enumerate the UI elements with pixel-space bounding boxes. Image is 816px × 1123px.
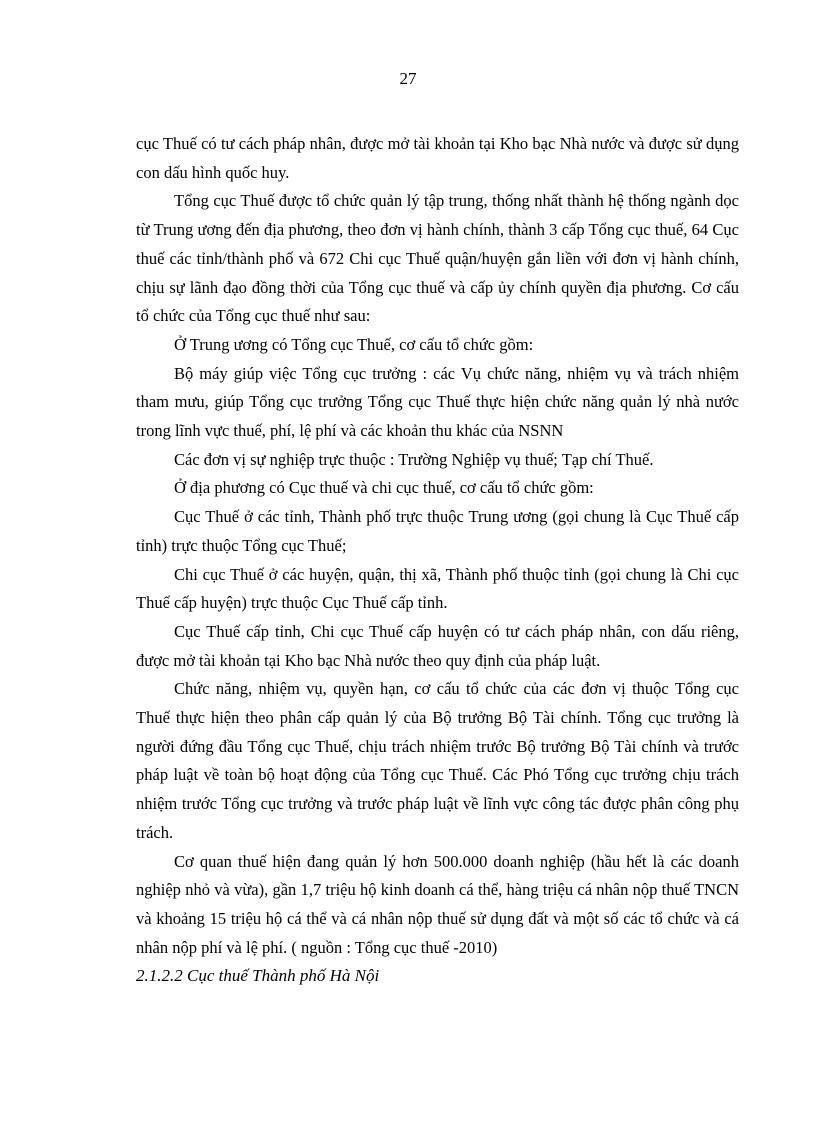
document-body	[136, 130, 739, 991]
paragraph-provincial-tax: Cục Thuế ở các tỉnh, Thành phố trực thuộc Trung ương (gọi chung là Cục Thuế cấp tỉnh) trực thuộc Tổng cục Thuế;	[136, 507, 739, 555]
paragraph-support-apparatus: Bộ máy giúp việc Tổng cục trưởng : các Vụ chức năng, nhiệm vụ và trách nhiệm tham mưu, giúp Tổng cục trưởng Tổng cục Thuế thực hiện chức năng quản lý nhà nước trong lĩnh vực thuế, phí, lệ phí và các khoản thu khác của NSNN	[136, 363, 739, 441]
paragraph-taxpayers-managed: Cơ quan thuế hiện đang quản lý hơn 500.000 doanh nghiệp (hầu hết là các doanh nghiệp nhỏ và vừa), gần 1,7 triệu hộ kinh doanh cá thể, hàng triệu cá nhân nộp thuế TNCN và khoảng 15 triệu hộ cá thể và cá nhân nộp thuế sử dụng đất và một số các tổ chức và cá nhân nộp phí và lệ phí. ( nguồn : Tổng cục thuế -2010)	[136, 851, 739, 957]
paragraph-tax-organization: Tổng cục Thuế được tổ chức quản lý tập trung, thống nhất thành hệ thống ngành dọc từ Trung ương đến địa phương, theo đơn vị hành chính, thành 3 cấp Tổng cục thuế, 64 Cục thuế các tỉnh/thành phố và 672 Chi cục Thuế quận/huyện gắn liền với đơn vị hành chính, chịu sự lãnh đạo đồng thời của Tổng cục thuế và cấp ủy chính quyền địa phương. Cơ cấu tổ chức của Tổng cục thuế như sau:	[136, 191, 739, 326]
paragraph-legal-status: Cục Thuế cấp tỉnh, Chi cục Thuế cấp huyện có tư cách pháp nhân, con dấu riêng, được mở tài khoản tại Kho bạc Nhà nước theo quy định của pháp luật.	[136, 621, 739, 670]
paragraph-affiliated-units: Các đơn vị sự nghiệp trực thuộc : Trường Nghiệp vụ thuế; Tạp chí Thuế.	[174, 449, 654, 469]
page-number: 27	[399, 69, 417, 88]
paragraph-district-tax: Chi cục Thuế ở các huyện, quận, thị xã, Thành phố thuộc tỉnh (gọi chung là Chi cục Thuế cấp huyện) trực thuộc Cục Thuế cấp tỉnh.	[136, 564, 739, 613]
paragraph-continuation: cục Thuế có tư cách pháp nhân, được mở tài khoản tại Kho bạc Nhà nước và được sử dụng con dấu hình quốc huy.	[136, 134, 739, 182]
paragraph-local-level: Ở địa phương có Cục thuế và chi cục thuế, cơ cấu tổ chức gồm:	[174, 478, 594, 498]
paragraph-functions: Chức năng, nhiệm vụ, quyền hạn, cơ cấu tổ chức của các đơn vị thuộc Tổng cục Thuế thực hiện theo phân cấp quản lý của Bộ trưởng Bộ Tài chính. Tổng cục trưởng là người đứng đầu Tổng cục Thuế, chịu trách nhiệm trước Bộ trưởng Bộ Tài chính và trước pháp luật về toàn bộ hoạt động của Tổng cục Thuế. Các Phó Tổng cục trưởng chịu trách nhiệm trước Tổng cục trưởng và trước pháp luật về lĩnh vực công tác được phân công phụ trách.	[136, 679, 739, 842]
section-heading: 2.1.2.2 Cục thuế Thành phố Hà Nội	[136, 966, 380, 986]
paragraph-central-level: Ở Trung ương có Tổng cục Thuế, cơ cấu tổ chức gồm:	[174, 334, 534, 354]
